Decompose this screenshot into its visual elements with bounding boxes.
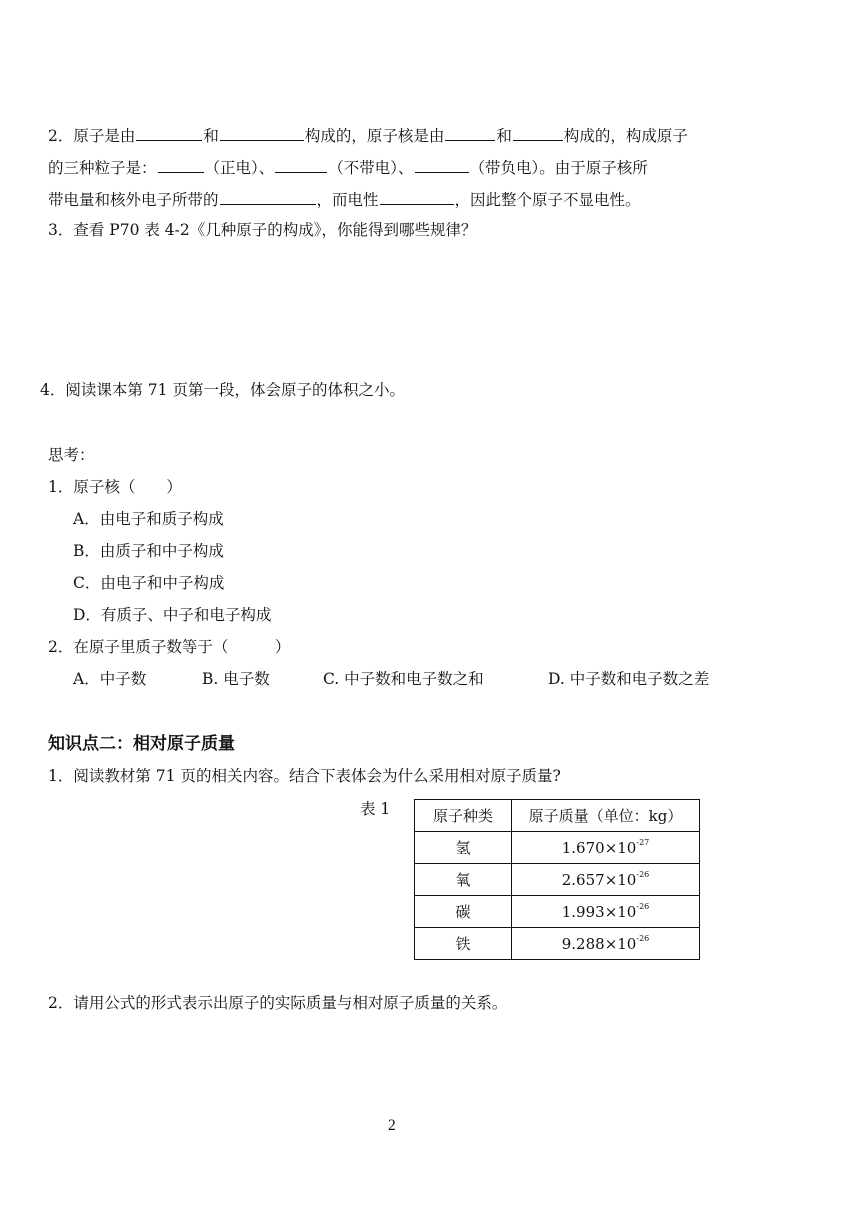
mass-mantissa: 1.670×10 xyxy=(561,838,637,857)
table-row xyxy=(415,896,700,928)
q1-option-d[interactable]: D．有质子、中子和电子构成 xyxy=(73,606,272,624)
answer-blank[interactable] xyxy=(513,124,563,141)
section2-question-2: 2．请用公式的形式表示出原子的实际质量与相对原子质量的关系。 xyxy=(48,994,508,1012)
mass-cell xyxy=(512,896,700,928)
q2-option-a[interactable]: A．中子数 xyxy=(73,670,147,688)
q2-option-b[interactable]: B. 电子数 xyxy=(202,670,270,688)
element-cell: 铁 xyxy=(415,928,512,960)
q1-option-c[interactable]: C．由电子和中子构成 xyxy=(73,574,225,592)
q1-option-a[interactable]: A．由电子和质子构成 xyxy=(73,510,224,528)
mass-exponent: -26 xyxy=(636,933,650,943)
answer-blank[interactable] xyxy=(380,188,454,205)
table-caption: 表 1 xyxy=(360,800,391,818)
element-cell: 氧 xyxy=(415,864,512,896)
q2-text-7: （正电）、 xyxy=(204,159,275,177)
answer-blank[interactable] xyxy=(275,156,327,173)
answer-blank[interactable] xyxy=(136,124,202,141)
mass-mantissa: 2.657×10 xyxy=(561,870,637,889)
mass-mantissa: 9.288×10 xyxy=(561,934,637,953)
q2-text-1: 2．原子是由 xyxy=(48,127,136,145)
q2-text-12: ，因此整个原子不显电性。 xyxy=(454,191,641,209)
q2-text-4: 和 xyxy=(496,127,512,145)
table-row xyxy=(415,864,700,896)
think-question-1: 1．原子核（ ） xyxy=(48,478,182,496)
mass-exponent: -27 xyxy=(636,837,650,847)
q2-text-2: 和 xyxy=(203,127,219,145)
q2-text-10: 带电量和核外电子所带的 xyxy=(48,191,219,209)
answer-blank[interactable] xyxy=(220,188,316,205)
question-2-line-1 xyxy=(48,124,688,146)
mass-cell xyxy=(512,928,700,960)
atomic-mass-table xyxy=(414,799,700,960)
think-question-2: 2．在原子里质子数等于（ ） xyxy=(48,638,291,656)
question-3: 3．查看 P70 表 4-2《几种原子的构成》，你能得到哪些规律？ xyxy=(48,221,477,239)
element-cell: 氢 xyxy=(415,832,512,864)
q2-text-6: 的三种粒子是： xyxy=(48,159,157,177)
q2-text-3: 构成的，原子核是由 xyxy=(304,127,445,145)
answer-blank[interactable] xyxy=(415,156,469,173)
mass-exponent: -26 xyxy=(636,869,650,879)
mass-cell xyxy=(512,864,700,896)
question-2-line-3 xyxy=(48,188,641,210)
q2-text-9: （带负电）。由于原子核所 xyxy=(469,159,648,177)
mass-cell xyxy=(512,832,700,864)
q2-option-c[interactable]: C. 中子数和电子数之和 xyxy=(323,670,484,688)
q2-text-11: ，而电性 xyxy=(316,191,379,209)
answer-blank[interactable] xyxy=(445,124,495,141)
element-cell: 碳 xyxy=(415,896,512,928)
table-header-row xyxy=(415,800,700,832)
answer-blank[interactable] xyxy=(220,124,304,141)
section-heading: 知识点二：相对原子质量 xyxy=(48,734,235,754)
section2-question-1: 1．阅读教材第 71 页的相关内容。结合下表体会为什么采用相对原子质量? xyxy=(48,767,561,785)
mass-exponent: -26 xyxy=(636,901,650,911)
q2-text-5: 构成的，构成原子 xyxy=(563,127,688,145)
table-row xyxy=(415,832,700,864)
table-row xyxy=(415,928,700,960)
column-header: 原子种类 xyxy=(415,800,512,832)
q2-option-d[interactable]: D. 中子数和电子数之差 xyxy=(548,670,710,688)
question-4: 4．阅读课本第 71 页第一段，体会原子的体积之小。 xyxy=(40,381,405,399)
mass-mantissa: 1.993×10 xyxy=(561,902,637,921)
q2-text-8: （不带电）、 xyxy=(328,159,414,177)
question-2-line-2 xyxy=(48,156,648,178)
answer-blank[interactable] xyxy=(158,156,204,173)
think-label: 思考： xyxy=(48,446,95,464)
column-header: 原子质量（单位：kg） xyxy=(512,800,700,832)
q1-option-b[interactable]: B．由质子和中子构成 xyxy=(73,542,224,560)
page-number: 2 xyxy=(388,1117,396,1134)
